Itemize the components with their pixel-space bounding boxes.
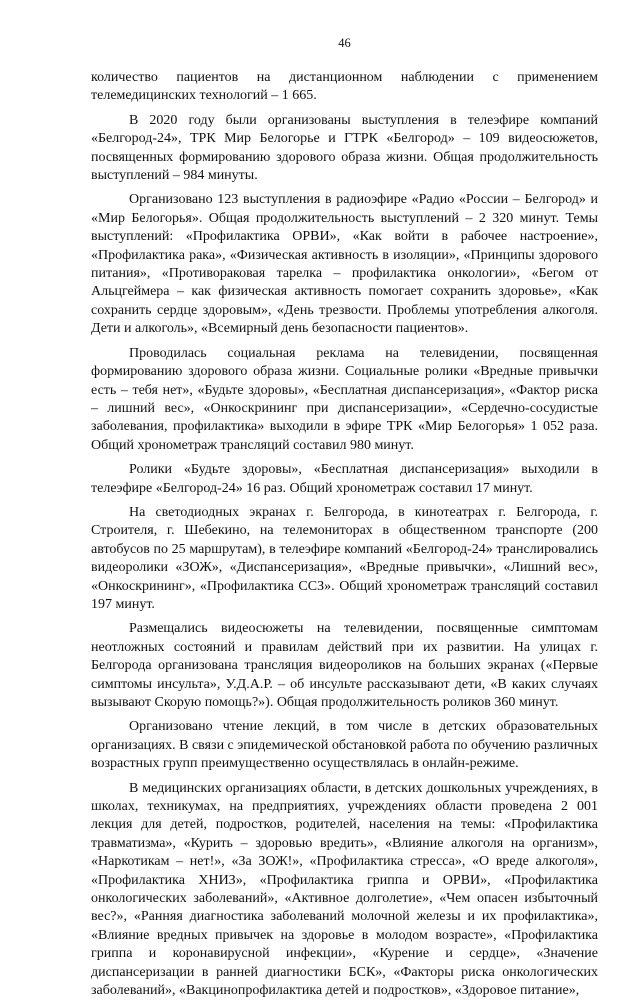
paragraph-lectures: Организовано чтение лекций, в том числе в детских образовательных организациях. В связи с эпидемической обстановкой работа по обучению различных возрастных групп преимущественно осуществлялась в онлайн-режиме. [91, 719, 598, 772]
paragraph-telemedicine: количество пациентов на дистанционном наблюдении с применением телемедицинских технологий – 1 665. [91, 70, 598, 104]
paragraph-tv-appearances: В 2020 году были организованы выступления в телеэфире компаний «Белгород-24», ТРК Мир Белогорье и ГТРК «Белгород» – 109 видеосюжетов, посвященных формированию здорового образа жизни. Общая продолжительность выступлений – 984 минуты. [91, 112, 598, 184]
paragraph-radio-appearances: Организовано 123 выступления в радиоэфире «Радио «России – Белгород» и «Мир Белогорья». Общая продолжительность выступлений – 2 320 минут. Темы выступлений: «Профилактика ОРВИ», «Как войти в рабочее настроение», «Профилактика рака», «Физическая активность в изоляции», «Принципы здорового питания», «Противораковая тарелка – профилактика онкологии», «Бегом от Альцгеймера – как физическая активность помогает сохранить здоровье», «Как сохранить сердце здоровым», «День трезвости. Проблемы употребления алкоголя. Дети и алкоголь», «Всемирный день безопасности пациентов». [91, 192, 598, 337]
paragraph-belgorod24-clips: Ролики «Будьте здоровы», «Бесплатная диспансеризация» выходили в телеэфире «Белгород-24» 16 раз. Общий хронометраж составил 17 минут. [91, 462, 598, 496]
paragraph-lecture-topics: В медицинских организациях области, в детских дошкольных учреждениях, в школах, техникумах, на предприятиях, учреждениях области проведена 2 001 лекция для детей, подростков, родителей, населения на темы: «Профилактика травматизма», «Курить – здоровью вредить», «Влияние алкоголя на организм», «Наркотикам – нет!», «За ЗОЖ!», «Профилактика стресса», «О вреде алкоголя», «Профилактика ХНИЗ», «Профилактика гриппа и ОРВИ», «Профилактика онкологических заболеваний», «Активное долголетие», «Чем опасен избыточный вес?», «Ранняя диагностика заболеваний молочной железы и их профилактика», «Влияние вредных привычек на здоровье в молодом возрасте», «Профилактика гриппа и коронавирусной инфекции», «Курение и сердце», «Значение диспансеризации в ранней диагностики БСК», «Факторы риска онкологических заболеваний», «Вакцинопрофилактика детей и подростков», «Здоровое питание», [91, 780, 598, 999]
page-number: 46 [338, 36, 351, 50]
paragraph-social-ads: Проводилась социальная реклама на телевидении, посвященная формированию здорового образа жизни. Социальные ролики «Вредные привычки есть – тебя нет», «Будьте здоровы», «Бесплатная диспансеризация», «Фактор риска – лишний вес», «Онкоскрининг при диспансеризации», «Сердечно-сосудистые заболевания, профилактика» выходили в эфире ТРК «Мир Белогорья» 1 052 раза. Общий хронометраж трансляций составил 980 минут. [91, 345, 598, 453]
paragraph-led-screens: На светодиодных экранах г. Белгорода, в кинотеатрах г. Белгорода, г. Строителя, г. Шебекино, на телемониторах в общественном транспорте (200 автобусов по 25 маршрутам), в телеэфире компаний «Белгород-24» транслировались видеоролики «ЗОЖ», «Диспансеризация», «Вредные привычки», «Лишний вес», «Онкоскрининг», «Профилактика ССЗ». Общий хронометраж трансляций составил 197 минут. [91, 504, 598, 612]
paragraph-emergency-videos: Размещались видеосюжеты на телевидении, посвященные симптомам неотложных состояний и правилам действий при их развитии. На улицах г. Белгорода организована трансляция видеороликов на больших экранах («Первые симптомы инсульта», У.Д.А.Р. – об инсульте рассказывают дети, «В каких случаях вызывают Скорую помощь?»). Общая продолжительность роликов 360 минут. [91, 621, 598, 710]
